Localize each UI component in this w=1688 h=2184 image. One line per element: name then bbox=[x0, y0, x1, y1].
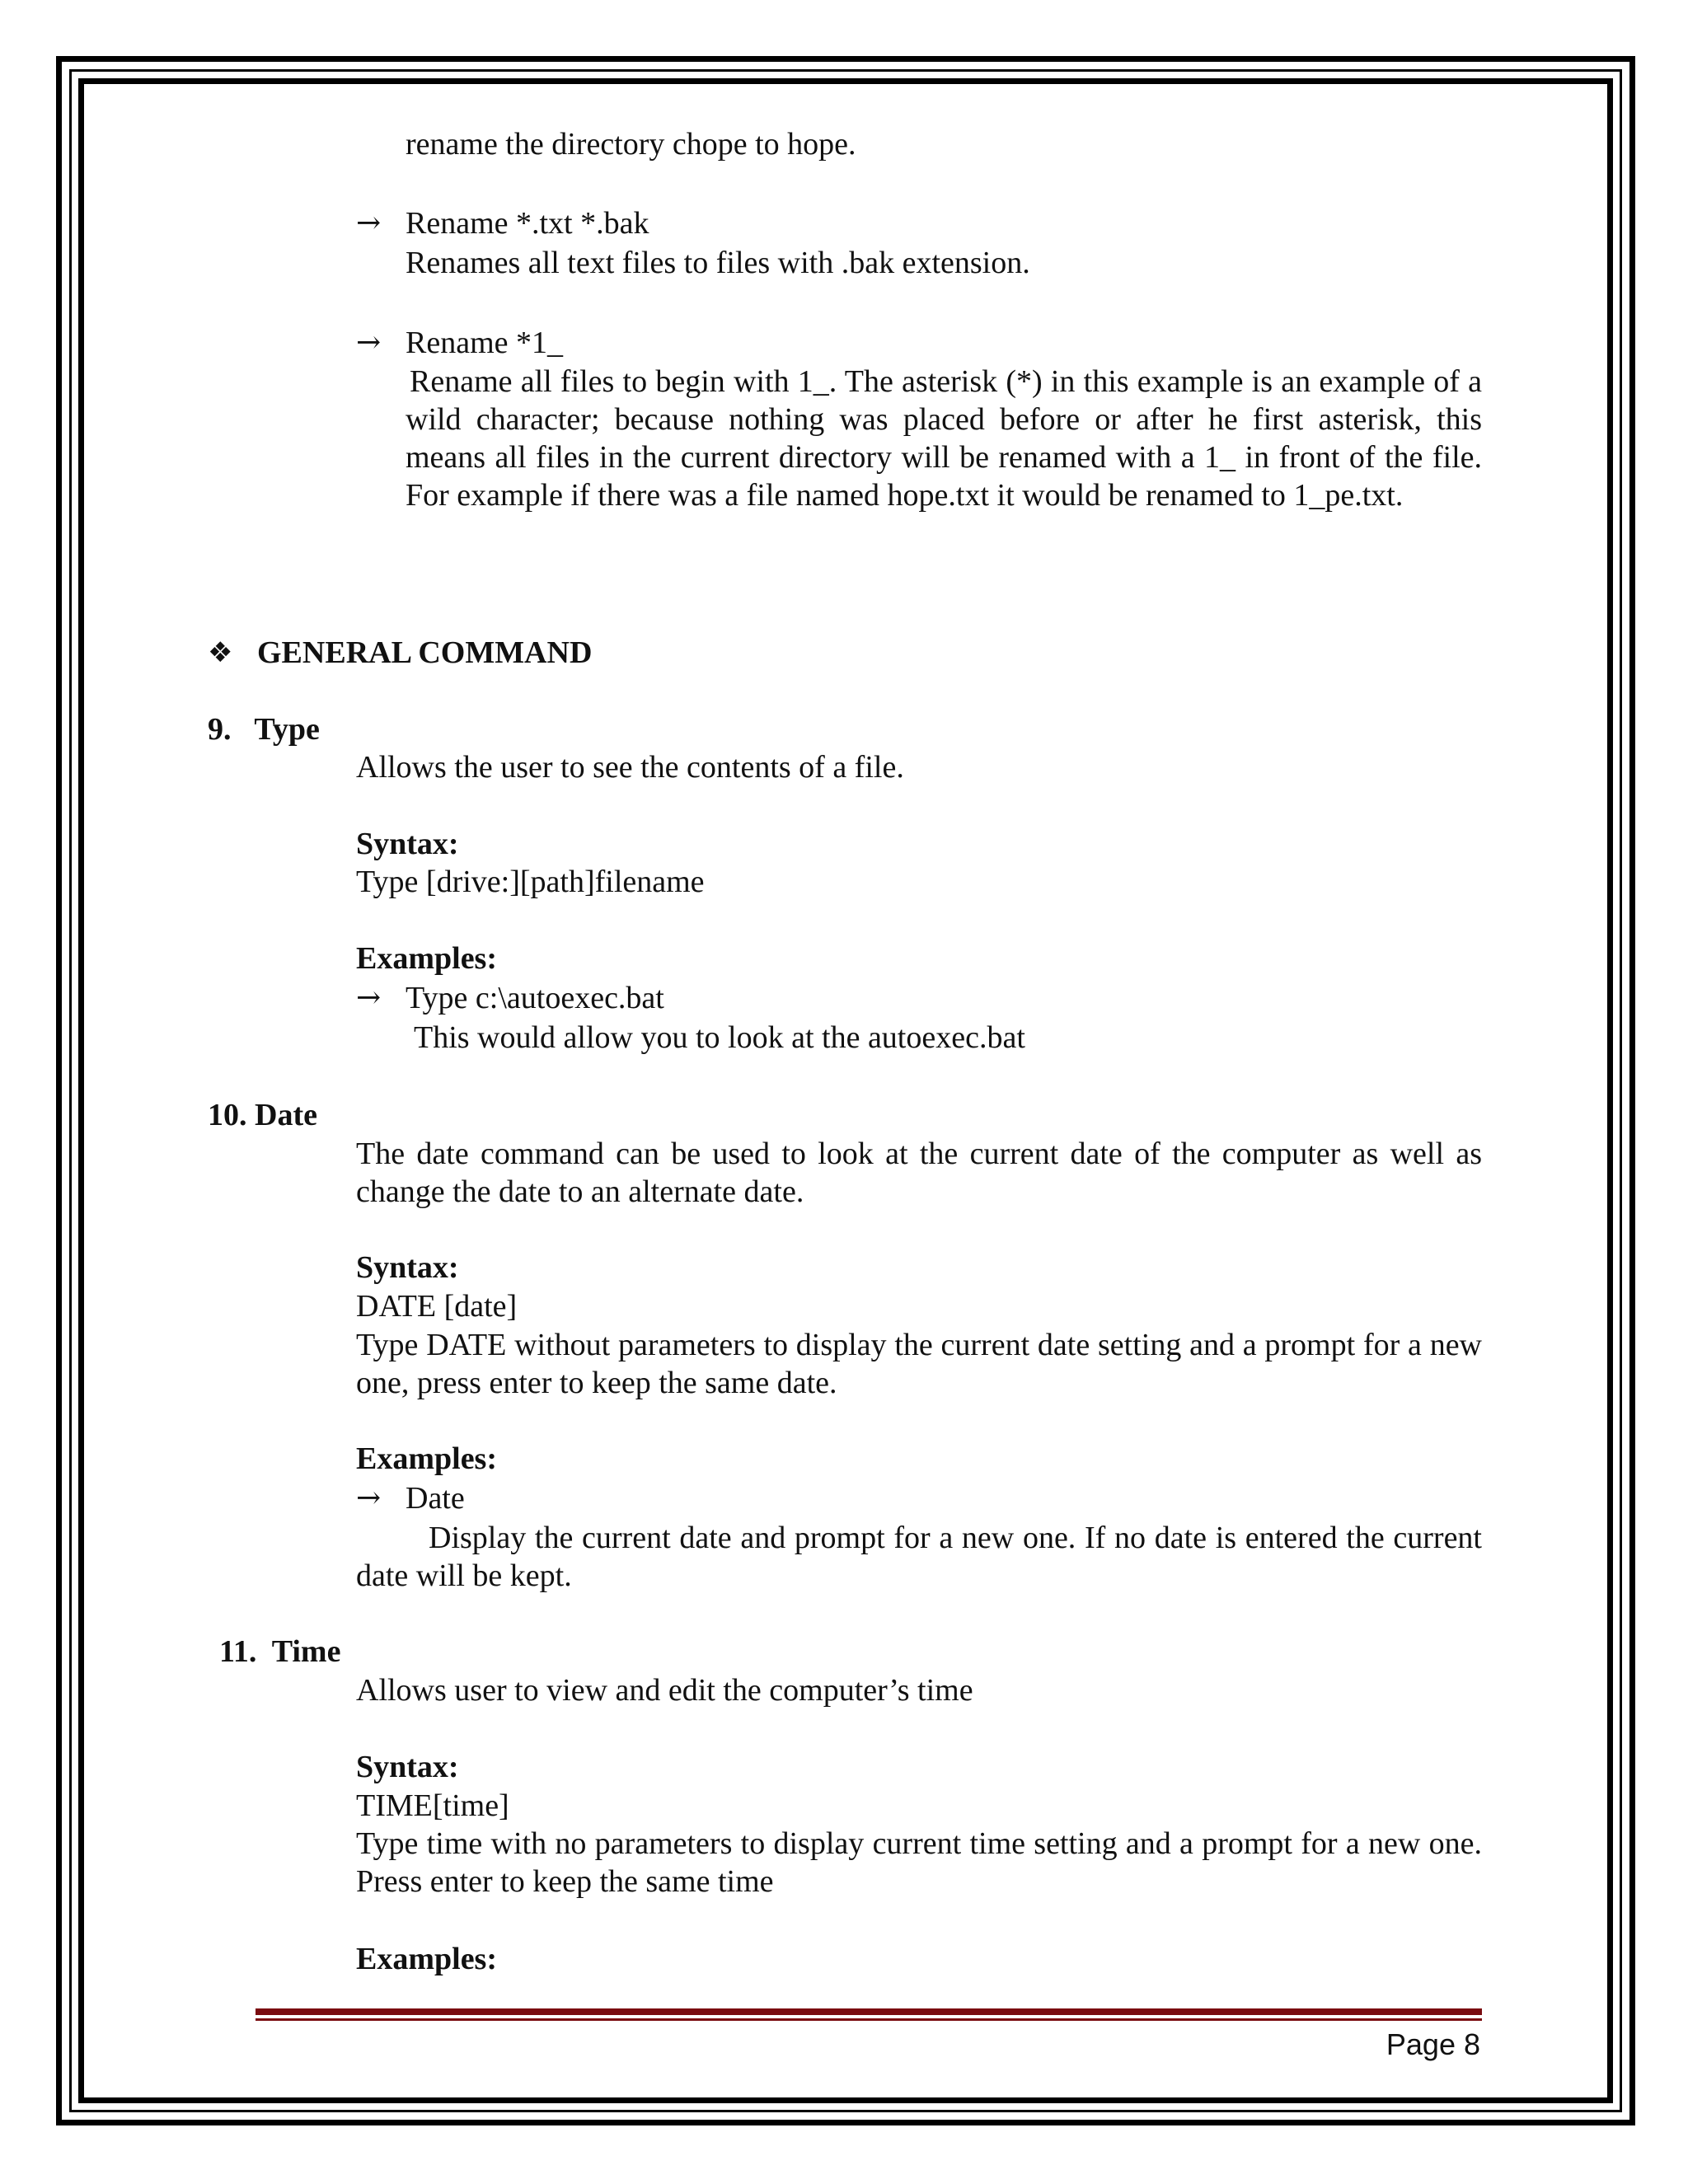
footer-rule-thin bbox=[256, 2018, 1482, 2021]
example-description: This would allow you to look at the autoexec.bat bbox=[414, 1020, 1025, 1055]
command-title-date: 10. Date bbox=[208, 1098, 317, 1132]
arrow-icon: → bbox=[356, 206, 382, 240]
arrow-icon: → bbox=[356, 981, 382, 1015]
example-command: Date bbox=[406, 1481, 465, 1516]
section-heading: GENERAL COMMAND bbox=[257, 635, 593, 670]
syntax-label: Syntax: bbox=[356, 827, 459, 861]
command-description: The date command can be used to look at the current date of the computer as well as change the date to an alternate date. bbox=[356, 1137, 1482, 1209]
syntax-text: TIME[time] bbox=[356, 1788, 509, 1823]
syntax-description: Type time with no parameters to display current time setting and a prompt for a new one. Press enter to keep the same time bbox=[356, 1826, 1482, 1899]
rename-example-description: Renames all text files to files with .bak extension. bbox=[406, 246, 1030, 280]
rename-example-command: Rename *1_ bbox=[406, 326, 564, 360]
command-title-type: 9. Type bbox=[208, 712, 320, 747]
command-title-time: 11. Time bbox=[219, 1634, 341, 1669]
syntax-label: Syntax: bbox=[356, 1750, 459, 1784]
examples-label: Examples: bbox=[356, 1441, 497, 1476]
syntax-text: Type [drive:][path]filename bbox=[356, 865, 705, 899]
example-description: Display the current date and prompt for a new one. If no date is entered the current date will be kept. bbox=[356, 1521, 1482, 1593]
examples-label: Examples: bbox=[356, 941, 497, 976]
command-description: Allows user to view and edit the computer’s time bbox=[356, 1673, 973, 1708]
bullet-diamond-icon: ❖ bbox=[208, 636, 233, 669]
rename-example-description: Rename all files to begin with 1_. The asterisk (*) in this example is an example of a wild character; because nothing was placed before or after he first asterisk, this means all files in the current directory will be renamed with a 1_ in front of the file. For example if there was a file named hope.txt it would be renamed to 1_pe.txt. bbox=[406, 364, 1482, 513]
arrow-icon: → bbox=[356, 1481, 382, 1515]
syntax-text: DATE [date] bbox=[356, 1289, 518, 1324]
command-description: Allows the user to see the contents of a file. bbox=[356, 750, 904, 785]
syntax-description: Type DATE without parameters to display the current date setting and a prompt for a new one, press enter to keep the same date. bbox=[356, 1328, 1482, 1400]
syntax-label: Syntax: bbox=[356, 1250, 459, 1285]
rename-continuation-text: rename the directory chope to hope. bbox=[406, 127, 856, 162]
rename-example-command: Rename *.txt *.bak bbox=[406, 206, 649, 241]
example-command: Type c:\autoexec.bat bbox=[406, 981, 664, 1015]
footer-rule bbox=[256, 2008, 1482, 2015]
arrow-icon: → bbox=[356, 326, 382, 359]
page-number: Page 8 bbox=[1386, 2027, 1480, 2061]
examples-label: Examples: bbox=[356, 1942, 497, 1976]
